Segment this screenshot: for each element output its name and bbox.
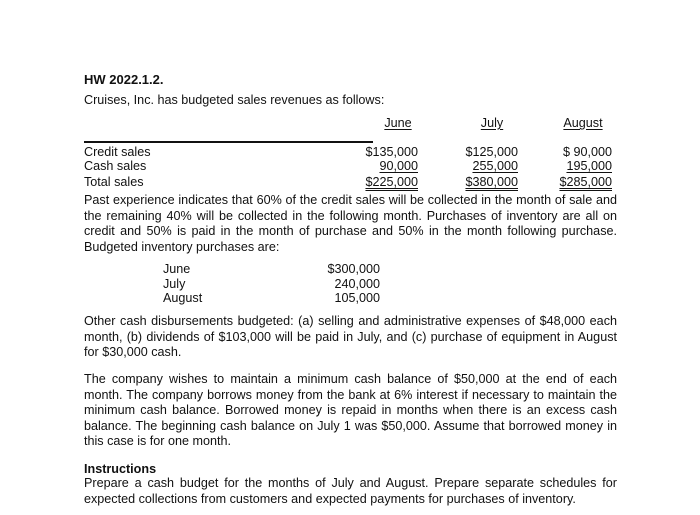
instructions-heading: Instructions [84, 462, 157, 476]
col-header-august: August [563, 116, 603, 130]
disbursements-paragraph: Other cash disbursements budgeted: (a) selling and administrative expenses of $48,000 each month, (b) dividends of $103,000 will be paid in July, and (c) purchase of equipment in August for $30,000 cash. [84, 314, 617, 360]
col-header-june: June [384, 116, 412, 130]
total-sales-august: $285,000 [559, 175, 612, 189]
cash-sales-august: 195,000 [566, 159, 612, 173]
total-sales-july: $380,000 [465, 175, 518, 189]
intro-text: Cruises, Inc. has budgeted sales revenues as follows: [84, 93, 385, 107]
instructions-text: Prepare a cash budget for the months of July and August. Prepare separate schedules for expected collections from customers and expected payments for purchases of inventory. [84, 476, 617, 506]
credit-sales-june: $135,000 [365, 145, 418, 159]
row-label-total-sales: Total sales [84, 175, 144, 189]
row-label-credit-sales: Credit sales [84, 145, 151, 159]
page-title: HW 2022.1.2. [84, 72, 164, 87]
col-header-july: July [480, 116, 504, 130]
purchase-amount-august: 105,000 [334, 291, 380, 305]
credit-sales-july: $125,000 [465, 145, 518, 159]
total-sales-june: $225,000 [365, 175, 418, 189]
minimum-cash-paragraph: The company wishes to maintain a minimum cash balance of $50,000 at the end of each month. The company borrows money from the bank at 6% interest if necessary to maintain the minimum cash balance. Borrowed money is repaid in months when there is an excess cash balance. The beginning cash balance on July 1 was $50,000. Assume that borrowed money in this case is for one month. [84, 372, 617, 449]
purchase-month-june: June [163, 262, 191, 276]
purchase-month-august: August [163, 291, 203, 305]
row-label-cash-sales: Cash sales [84, 159, 147, 173]
cash-sales-july: 255,000 [472, 159, 518, 173]
cash-sales-june: 90,000 [379, 159, 418, 173]
collections-paragraph: Past experience indicates that 60% of the credit sales will be collected in the month of sale and the remaining 40% will be collected in the following month. Purchases of inventory are all on credit and 50% is paid in the month of purchase and 50% in the month following purchase. Budgeted inventory purchases are: [84, 193, 617, 254]
table-rule [84, 141, 373, 143]
purchase-amount-july: 240,000 [334, 277, 380, 291]
purchase-month-july: July [163, 277, 186, 291]
purchase-amount-june: $300,000 [327, 262, 380, 276]
credit-sales-august: $ 90,000 [562, 145, 612, 159]
